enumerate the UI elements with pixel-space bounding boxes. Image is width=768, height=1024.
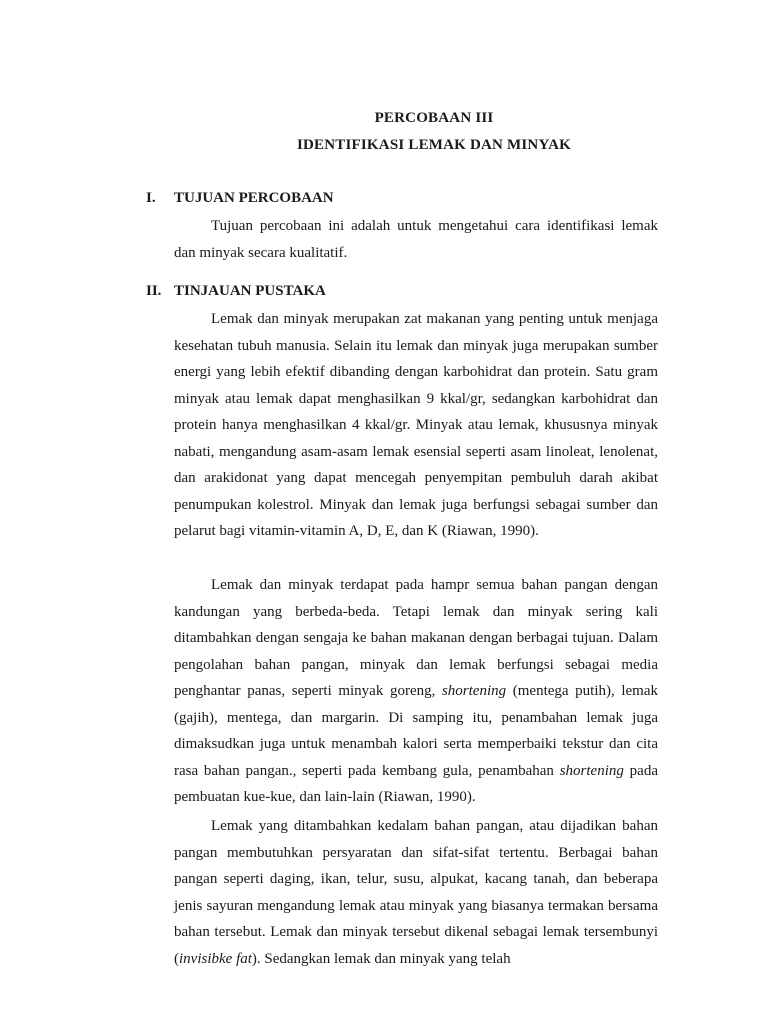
paragraph: Lemak dan minyak terdapat pada hampr semua bahan pangan dengan kandungan yang berbeda-beda. Tetapi lemak dan minyak sering kali ditambahkan dengan sengaja ke bahan makanan dengan berbagai tujuan. Dalam pengolahan bahan pangan, minyak dan lemak berfungsi sebagai media penghantar panas, seperti minyak goreng, shortening (mentega putih), lemak (gajih), mentega, dan margarin. Di samping itu, penambahan lemak juga dimaksudkan juga untuk menambah kalori serta memperbaiki tekstur dan cita rasa bahan pangan., seperti pada kembang gula, penambahan shortening pada pembuatan kue-kue, dan lain-lain (Riawan, 1990). bbox=[174, 577, 658, 805]
italic-term: shortening bbox=[441, 683, 507, 699]
paragraph: Tujuan percobaan ini adalah untuk mengetahui cara identifikasi lemak dan minyak secara kualitatif. bbox=[174, 218, 658, 261]
italic-term: shortening bbox=[559, 762, 624, 779]
paragraph: Lemak dan minyak merupakan zat makanan yang penting untuk menjaga kesehatan tubuh manusia. Selain itu lemak dan minyak juga merupakan sumber energi yang lebih efektif dibanding dengan karbohidrat dan protein. Satu gram minyak atau lemak dapat menghasilkan 9 kkal/gr, sedangkan karbohidrat dan protein hanya menghasilkan 4 kkal/gr. Minyak atau lemak, khususnya minyak nabati, mengandung asam-asam lemak esensial seperti asam linoleat, lenolenat, dan arakidonat yang dapat mencegah penyempitan pembuluh darah akibat penumpukan kolestrol. Minyak dan lemak juga berfungsi sebagai sumber dan pelarut bagi vitamin-vitamin A, D, E, dan K (Riawan, 1990). bbox=[174, 311, 658, 539]
section-heading: TUJUAN PERCOBAAN bbox=[174, 190, 334, 206]
section-number: II. bbox=[146, 283, 162, 299]
paragraph: Lemak yang ditambahkan kedalam bahan pangan, atau dijadikan bahan pangan membutuhkan persyaratan dan sifat-sifat tertentu. Berbagai bahan pangan seperti daging, ikan, telur, susu, alpukat, kacang tanah, dan beberapa jenis sayuran mengandung lemak atau minyak yang biasanya termakan bersama bahan tersebut. Lemak dan minyak tersebut dikenal sebagai lemak tersembunyi (invisibke fat). Sedangkan lemak dan minyak yang telah bbox=[174, 818, 658, 967]
document-subtitle: IDENTIFIKASI LEMAK DAN MINYAK bbox=[296, 137, 572, 153]
section-number: I. bbox=[146, 190, 156, 206]
section-heading: TINJAUAN PUSTAKA bbox=[174, 283, 326, 299]
italic-term: invisibke fat bbox=[179, 950, 252, 967]
document-title: PERCOBAAN III bbox=[374, 110, 494, 126]
